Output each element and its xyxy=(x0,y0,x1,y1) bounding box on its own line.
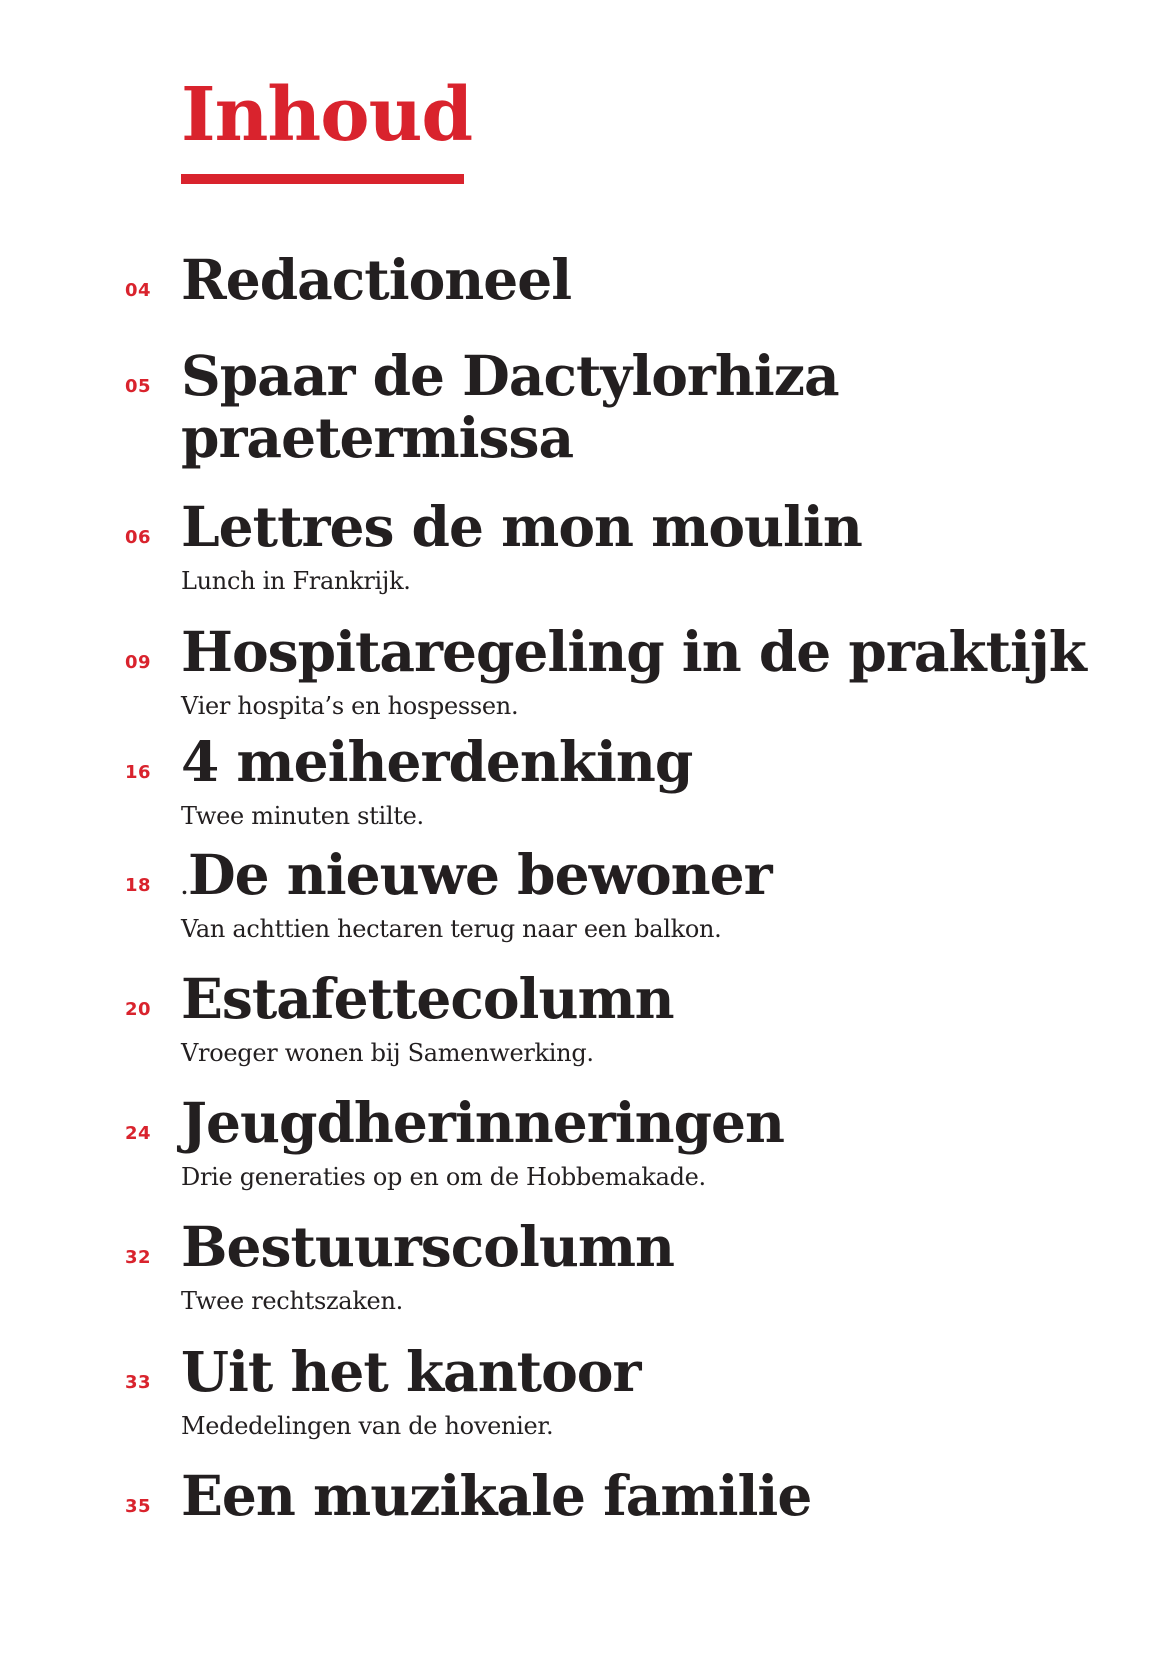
page-number: 16 xyxy=(125,762,152,783)
entry-title: Spaar de Dactylorhiza xyxy=(181,343,839,408)
entry-title-line2: praetermissa xyxy=(181,405,574,470)
entry-title: Hospitaregeling in de praktijk xyxy=(181,619,1086,684)
page-number: 33 xyxy=(125,1372,152,1393)
title-underline xyxy=(181,174,464,184)
entry-subtitle: Vier hospita’s en hospessen. xyxy=(181,692,519,720)
page-number: 32 xyxy=(125,1247,152,1268)
entry-title: Jeugdherinneringen xyxy=(181,1090,785,1155)
entry-title: Uit het kantoor xyxy=(181,1339,641,1404)
page-number: 06 xyxy=(125,527,152,548)
entry-subtitle: Mededelingen van de hovenier. xyxy=(181,1412,554,1440)
entry-subtitle: Twee rechtszaken. xyxy=(181,1287,403,1315)
page-number: 05 xyxy=(125,376,152,397)
entry-title: Lettres de mon moulin xyxy=(181,494,862,559)
entry-title: Redactioneel xyxy=(181,247,572,312)
entry-title: Een muzikale familie xyxy=(181,1463,812,1528)
entry-title: 4 meiherdenking xyxy=(181,729,693,794)
page-number: 35 xyxy=(125,1496,152,1517)
page-title: Inhoud xyxy=(181,72,473,158)
page-number: 04 xyxy=(125,280,152,301)
page-number: 20 xyxy=(125,999,152,1020)
entry-subtitle: Van achttien hectaren terug naar een balkon. xyxy=(181,915,722,943)
entry-subtitle: Lunch in Frankrijk. xyxy=(181,567,411,595)
page-number: 24 xyxy=(125,1123,152,1144)
page-number: 18 xyxy=(125,875,152,896)
entry-title: De nieuwe bewoner xyxy=(187,842,772,907)
entry-subtitle: Vroeger wonen bij Samenwerking. xyxy=(181,1039,594,1067)
entry-subtitle: Twee minuten stilte. xyxy=(181,802,424,830)
entry-title: Estafettecolumn xyxy=(181,966,674,1031)
entry-subtitle: Drie generaties op en om de Hobbemakade. xyxy=(181,1163,706,1191)
entry-title-wrapper xyxy=(181,843,772,919)
page-number: 09 xyxy=(125,652,152,673)
entry-title-prefix: . xyxy=(181,875,188,899)
entry-title: Bestuurscolumn xyxy=(181,1214,675,1279)
